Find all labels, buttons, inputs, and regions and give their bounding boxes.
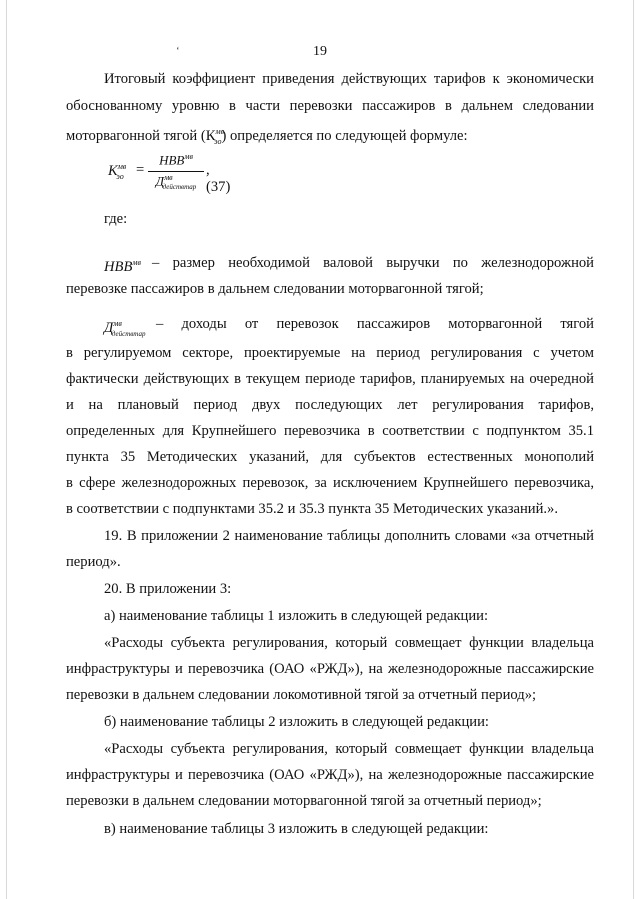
item-b-quote-line2: инфраструктуры и перевозчика (ОАО «РЖД»), на железнодорожные пассажирские — [66, 767, 594, 783]
item19-line2: период». — [66, 554, 121, 570]
item-b: б) наименование таблицы 2 изложить в следующей редакции: — [104, 714, 489, 730]
formula-fraction — [148, 152, 204, 191]
formula-numerator: $НВВ^{мв}$ — [159, 152, 193, 168]
para1-line1: Итоговый коэффициент приведения действующих тарифов к экономически — [104, 71, 594, 87]
scan-edge-left — [6, 0, 7, 899]
def2-line8: в соответствии с подпунктами 35.2 и 35.3 пункта 35 Методических указаний.». — [66, 501, 558, 517]
item-a: а) наименование таблицы 1 изложить в следующей редакции: — [104, 608, 489, 624]
def2-line1: $Д^{мв}_{действтар}$ – доходы от перевозок пассажиров моторвагонной тягой — [104, 316, 594, 338]
stray-mark: ʻ — [176, 45, 180, 57]
para1-line3: моторвагонной тягой $(К^{мв}_{эо})$ определяется по следующей формуле: — [66, 127, 468, 146]
formula-equals: = — [136, 162, 145, 178]
item-a-quote-line1: «Расходы субъекта регулирования, который совмещает функции владельца — [104, 635, 594, 651]
def2-line5: определенных для Крупнейшего перевозчика в соответствии с подпунктом 35.1 — [66, 423, 594, 439]
item-a-quote-line2: инфраструктуры и перевозчика (ОАО «РЖД»), на железнодорожные пассажирские — [66, 661, 594, 677]
def2-line4: и на плановый период двух последующих лет регулирования тарифов, — [66, 397, 594, 413]
fraction-bar — [148, 171, 204, 172]
def2-line6: пункта 35 Методических указаний, для субъектов естественных монополий — [66, 449, 594, 465]
item20-heading: 20. В приложении 3: — [104, 581, 232, 597]
def2-line3: фактически действующих в текущем периоде тарифов, планируемых на очередной — [66, 371, 594, 387]
page-number: 19 — [313, 44, 327, 59]
scan-edge-right — [633, 0, 634, 899]
formula-lhs: $К^{мв}_{эо}$ — [108, 162, 127, 181]
formula-number: , (37) — [206, 162, 231, 195]
def1-line2: перевозке пассажиров в дальнем следовании моторвагонной тягой; — [66, 281, 484, 297]
def2-line2: в регулируемом секторе, проектируемые на период регулирования с учетом — [66, 345, 594, 361]
where-label: где: — [104, 211, 128, 227]
item-b-quote-line1: «Расходы субъекта регулирования, который совмещает функции владельца — [104, 741, 594, 757]
def1-line1: $НВВ^{мв}$ – размер необходимой валовой выручки по железнодорожной — [104, 255, 594, 275]
def2-line7: в сфере железнодорожных перевозок, за исключением Крупнейшего перевозчика, — [66, 475, 594, 491]
item-v: в) наименование таблицы 3 изложить в следующей редакции: — [104, 821, 489, 837]
para1-line2: обоснованному уровню в части перевозки пассажиров в дальнем следовании — [66, 98, 594, 114]
item-a-quote-line3: перевозки в дальнем следовании локомотивной тягой за отчетный период»; — [66, 687, 537, 703]
item19-line1: 19. В приложении 2 наименование таблицы дополнить словами «за отчетный — [104, 528, 594, 544]
item-b-quote-line3: перевозки в дальнем следовании моторвагонной тягой за отчетный период»; — [66, 793, 542, 809]
formula-denominator: $Д^{мв}_{действтар}$ — [155, 173, 197, 191]
